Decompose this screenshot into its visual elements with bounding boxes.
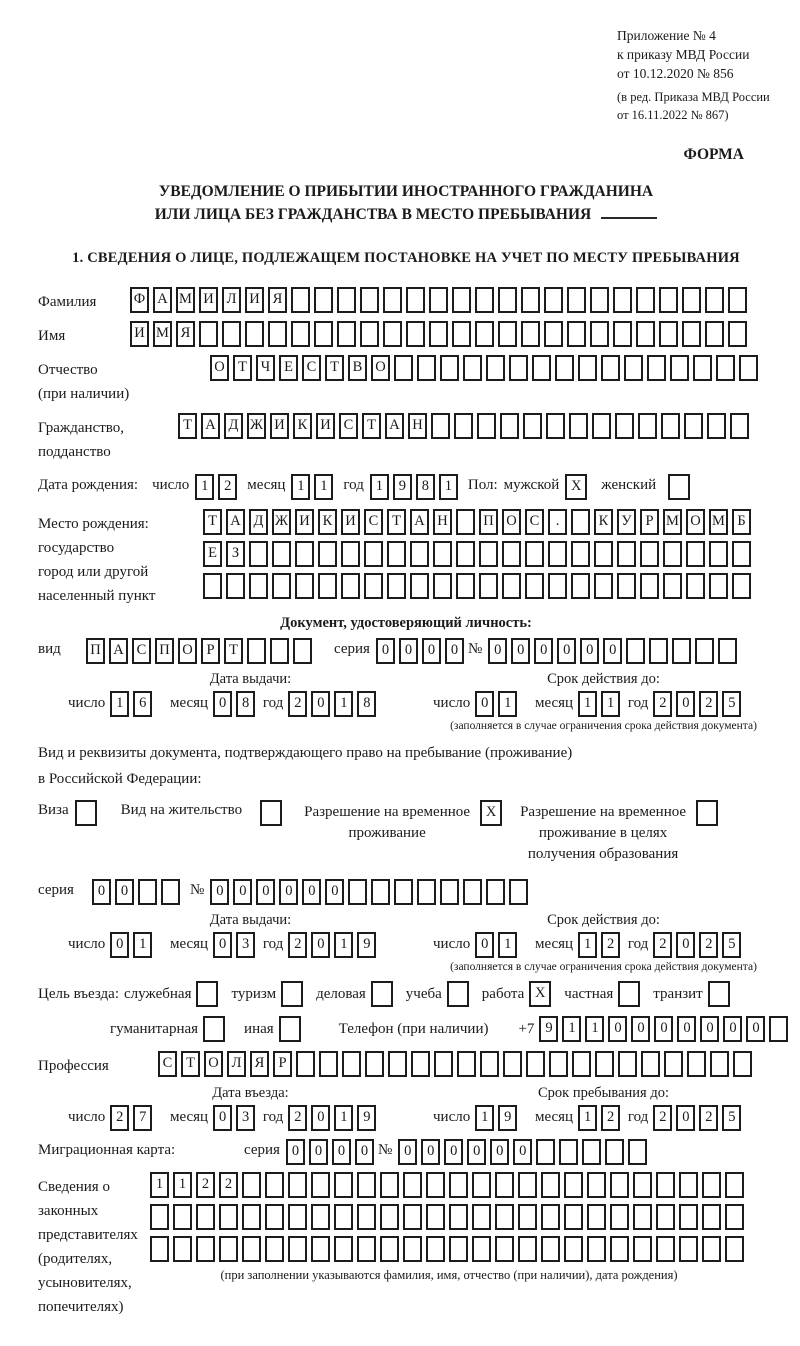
residence-issue-month[interactable]: 0 3 [213,932,259,958]
entry-month-label: месяц [169,1109,209,1126]
migration-series-label: серия [244,1142,280,1158]
patronymic-label-line1: Отчество [38,362,98,378]
purpose-official-checkbox[interactable] [196,981,222,1007]
citizenship-row [38,413,774,464]
temp-residence-edu-line3: получения образования [527,846,679,862]
surname-row [38,287,774,314]
form-title-line2: ИЛИ ЛИЦА БЕЗ ГРАЖДАНСТВА В МЕСТО ПРЕБЫВАНИЯ [154,206,592,223]
phone-grid[interactable]: 9 1 1 0 0 0 0 0 0 0 [539,1016,792,1042]
issue-day-label: число [68,695,106,712]
identity-series-label: серия [334,641,370,657]
patronymic-row [38,355,774,406]
entry-year-label: год [262,1109,284,1126]
residence-expiry-title: Срок действия до: [547,912,660,928]
visa-label: Виза [38,802,69,818]
representatives-label-line3: представителях [38,1227,138,1243]
purpose-tourism-checkbox[interactable] [281,981,307,1007]
representatives-note: (при заполнении указываются фамилия, имя, отчество (при наличии), дата рождения) [220,1268,678,1282]
form-word: ФОРМА [683,146,744,163]
purpose-transit-label: транзит [653,985,703,1002]
residence-issue-month-label: месяц [169,936,209,953]
representatives-label-line4: (родителях, [38,1251,113,1267]
entry-month-grid[interactable]: 0 3 [213,1105,259,1131]
stay-day-grid[interactable]: 1 9 [475,1105,521,1131]
residence-series-grid[interactable]: 0 0 [92,879,184,905]
sex-male-checkbox[interactable]: X [565,474,591,500]
stay-until-block [433,1085,774,1131]
stay-year-grid[interactable]: 2 0 2 5 [653,1105,745,1131]
sex-female-label: женский [601,477,657,493]
purpose-official-label: служебная [123,985,192,1002]
sex-label: Пол: [467,477,498,493]
residence-issue-day[interactable]: 0 1 [110,932,156,958]
purpose-other-checkbox[interactable] [279,1016,305,1042]
identity-kind-label: вид [38,641,61,657]
visa-checkbox[interactable] [75,800,101,826]
residence-series-row [38,879,774,905]
residence-expiry-month-label: месяц [534,936,574,953]
phone-prefix: +7 [518,1020,535,1037]
profession-row [38,1051,774,1078]
blank-underline [601,217,657,219]
birthplace-label-line1: Место рождения: [38,516,149,532]
residence-number-label: № [190,882,205,898]
representatives-grids [150,1172,748,1283]
residence-intro-line1: Вид и реквизиты документа, подтверждающего право на пребывание (проживание) [38,745,573,761]
patronymic-label-line2: (при наличии) [38,386,130,402]
identity-issue-year[interactable]: 2 0 1 8 [288,691,380,717]
stay-month-label: месяц [534,1109,574,1126]
temp-residence-label [304,798,470,844]
expiry-day-label: число [433,695,471,712]
residence-issue-year[interactable]: 2 0 1 9 [288,932,380,958]
representatives-grid-row3[interactable] [150,1236,748,1262]
birthdate-row [38,474,774,500]
patronymic-label [38,355,210,406]
representatives-label-line2: законных [38,1203,99,1219]
appendix-line-1: Приложение № 4 [617,28,716,43]
identity-dates [38,671,774,732]
expiry-month-label: месяц [534,695,574,712]
purpose-humanitarian-checkbox[interactable] [203,1016,229,1042]
purpose-study-checkbox[interactable] [447,981,473,1007]
surname-grid[interactable]: Ф А М И Л И Я [130,287,751,313]
profession-grid[interactable]: С Т О Л Я Р [158,1051,756,1077]
residence-expiry-day-label: число [433,936,471,953]
identity-issue-title: Дата выдачи: [209,671,292,687]
name-row [38,321,774,348]
residence-dates [38,912,774,973]
temp-residence-edu-line2: проживание в целях [538,825,668,841]
stay-until-title: Срок пребывания до: [538,1085,669,1101]
appendix-line-2: к приказу МВД России [617,47,750,62]
identity-number-label: № [467,641,483,657]
birthplace-label-line4: населенный пункт [38,588,156,604]
birthplace-label-line2: государство [38,540,115,556]
birth-month-label: месяц [247,477,286,493]
birth-day-grid[interactable]: 1 2 [195,474,241,500]
appendix-block [617,26,800,124]
birthplace-label-line3: город или другой [38,564,149,580]
birthplace-row [38,509,774,608]
purpose-row1 [38,981,774,1007]
residence-expiry-year[interactable]: 2 0 2 5 [653,932,745,958]
identity-issue-day[interactable]: 1 6 [110,691,156,717]
identity-number-grid[interactable]: 0 0 0 0 0 0 [488,638,741,664]
temp-residence-label-line2: проживание [348,825,426,841]
purpose-business-label: деловая [316,985,366,1002]
representatives-label-line1: Сведения о [38,1179,110,1195]
identity-issue-block [38,671,433,732]
profession-label: Профессия [38,1058,109,1074]
representatives-label-line6: попечителях) [38,1299,124,1315]
entry-day-grid[interactable]: 2 7 [110,1105,156,1131]
identity-series-grid[interactable]: 0 0 0 0 [376,638,468,664]
residence-expiry-block [433,912,774,973]
patronymic-grid[interactable]: О Т Ч Е С Т В О [210,355,762,381]
purpose-study-label: учеба [405,985,442,1002]
name-label: Имя [38,328,66,344]
birthplace-grid-row1[interactable]: Т А Д Ж И К И С Т А Н П О С . К У Р М О М Б [203,509,755,535]
identity-kind-grid[interactable]: П А С П О Р Т [86,638,316,664]
appendix-line-3: от 10.12.2020 № 856 [617,66,734,81]
issue-month-label: месяц [169,695,209,712]
purpose-humanitarian-label: гуманитарная [110,1020,199,1037]
sex-female-checkbox[interactable] [668,474,694,500]
identity-expiry-day[interactable]: 0 1 [475,691,521,717]
stay-month-grid[interactable]: 1 2 [578,1105,624,1131]
purpose-other-label: иная [244,1020,274,1037]
temp-residence-label-line1: Разрешение на временное [304,804,471,820]
entry-dates [38,1085,774,1131]
purpose-work-label: работа [481,985,525,1002]
identity-doc-row [38,638,774,664]
purpose-work-checkbox[interactable]: X [529,981,555,1007]
representatives-grid-row1[interactable]: 1 1 2 2 [150,1172,748,1198]
identity-doc-heading: Документ, удостоверяющий личность: [280,615,532,631]
migration-series-grid[interactable]: 0 0 0 0 [286,1139,378,1165]
identity-expiry-block [433,671,774,732]
citizenship-label-line2: подданство [38,444,111,460]
residence-options-row [38,798,774,865]
purpose-row2 [38,1016,774,1042]
purpose-business-checkbox[interactable] [371,981,397,1007]
birthplace-label [38,509,203,608]
phone-label: Телефон (при наличии) [338,1020,489,1037]
residence-expiry-day[interactable]: 0 1 [475,932,521,958]
residence-permit-label: Вид на жительство [120,802,243,818]
representatives-row [38,1172,774,1319]
residence-expiry-note: (заполняется в случае ограничения срока действия документа) [450,961,757,973]
purpose-transit-checkbox[interactable] [708,981,734,1007]
issue-year-label: год [262,695,284,712]
identity-expiry-note: (заполняется в случае ограничения срока действия документа) [450,720,757,732]
residence-issue-block [38,912,433,973]
birth-day-label: число [152,477,190,493]
purpose-label: Цель въезда: [38,985,119,1002]
temp-residence-edu-checkbox[interactable] [696,800,722,826]
stay-day-label: число [433,1109,471,1126]
entry-date-block [38,1085,433,1131]
residence-number-grid[interactable]: 0 0 0 0 0 0 [210,879,532,905]
migration-number-label: № [377,1142,393,1158]
section1-heading: 1. СВЕДЕНИЯ О ЛИЦЕ, ПОДЛЕЖАЩЕМ ПОСТАНОВКЕ НА УЧЕТ ПО МЕСТУ ПРЕБЫВАНИЯ [72,250,740,266]
temp-residence-checkbox[interactable]: X [480,800,506,826]
representatives-grid-row2[interactable] [150,1204,748,1230]
form-title-line1: УВЕДОМЛЕНИЕ О ПРИБЫТИИ ИНОСТРАННОГО ГРАЖДАНИНА [158,183,654,200]
birthplace-grids [203,509,755,605]
residence-issue-title: Дата выдачи: [209,912,292,928]
residence-series-label: серия [38,882,74,898]
entry-year-grid[interactable]: 2 0 1 9 [288,1105,380,1131]
stay-year-label: год [627,1109,649,1126]
form-title [38,180,774,226]
identity-expiry-title: Срок действия до: [547,671,660,687]
birth-year-label: год [343,477,364,493]
birthplace-grid-row2[interactable]: Е З [203,541,755,567]
migration-number-grid[interactable]: 0 0 0 0 0 0 [398,1139,651,1165]
residence-permit-checkbox[interactable] [260,800,286,826]
residence-issue-year-label: год [262,936,284,953]
temp-residence-edu-label [520,798,686,865]
citizenship-label-line1: Гражданство, [38,420,125,436]
temp-residence-edu-line1: Разрешение на временное [520,804,687,820]
birthplace-grid-row3[interactable] [203,573,755,599]
identity-expiry-month[interactable]: 1 1 [578,691,624,717]
birth-month-grid[interactable]: 1 1 [291,474,337,500]
entry-date-title: Дата въезда: [212,1085,289,1101]
representatives-label-line5: усыновителях, [38,1275,132,1291]
identity-issue-month[interactable]: 0 8 [213,691,259,717]
name-grid[interactable]: И М Я [130,321,751,347]
citizenship-label [38,413,178,464]
sex-male-label: мужской [503,477,560,493]
migration-card-label: Миграционная карта: [38,1142,176,1158]
purpose-private-checkbox[interactable] [618,981,644,1007]
residence-expiry-year-label: год [627,936,649,953]
representatives-label [38,1172,150,1319]
entry-day-label: число [68,1109,106,1126]
surname-label: Фамилия [38,294,97,310]
residence-intro-line2: в Российской Федерации: [38,771,202,787]
migration-card-row [38,1139,774,1165]
revision-line-2: от 16.11.2022 № 867) [617,108,729,122]
purpose-private-label: частная [564,985,614,1002]
birth-year-grid[interactable]: 1 9 8 1 [370,474,462,500]
birthdate-label: Дата рождения: [38,477,139,493]
expiry-year-label: год [627,695,649,712]
identity-expiry-year[interactable]: 2 0 2 5 [653,691,745,717]
revision-line-1: (в ред. Приказа МВД России [617,90,770,104]
residence-expiry-month[interactable]: 1 2 [578,932,624,958]
purpose-tourism-label: туризм [231,985,277,1002]
residence-issue-day-label: число [68,936,106,953]
citizenship-grid[interactable]: Т А Д Ж И К И С Т А Н [178,413,753,439]
